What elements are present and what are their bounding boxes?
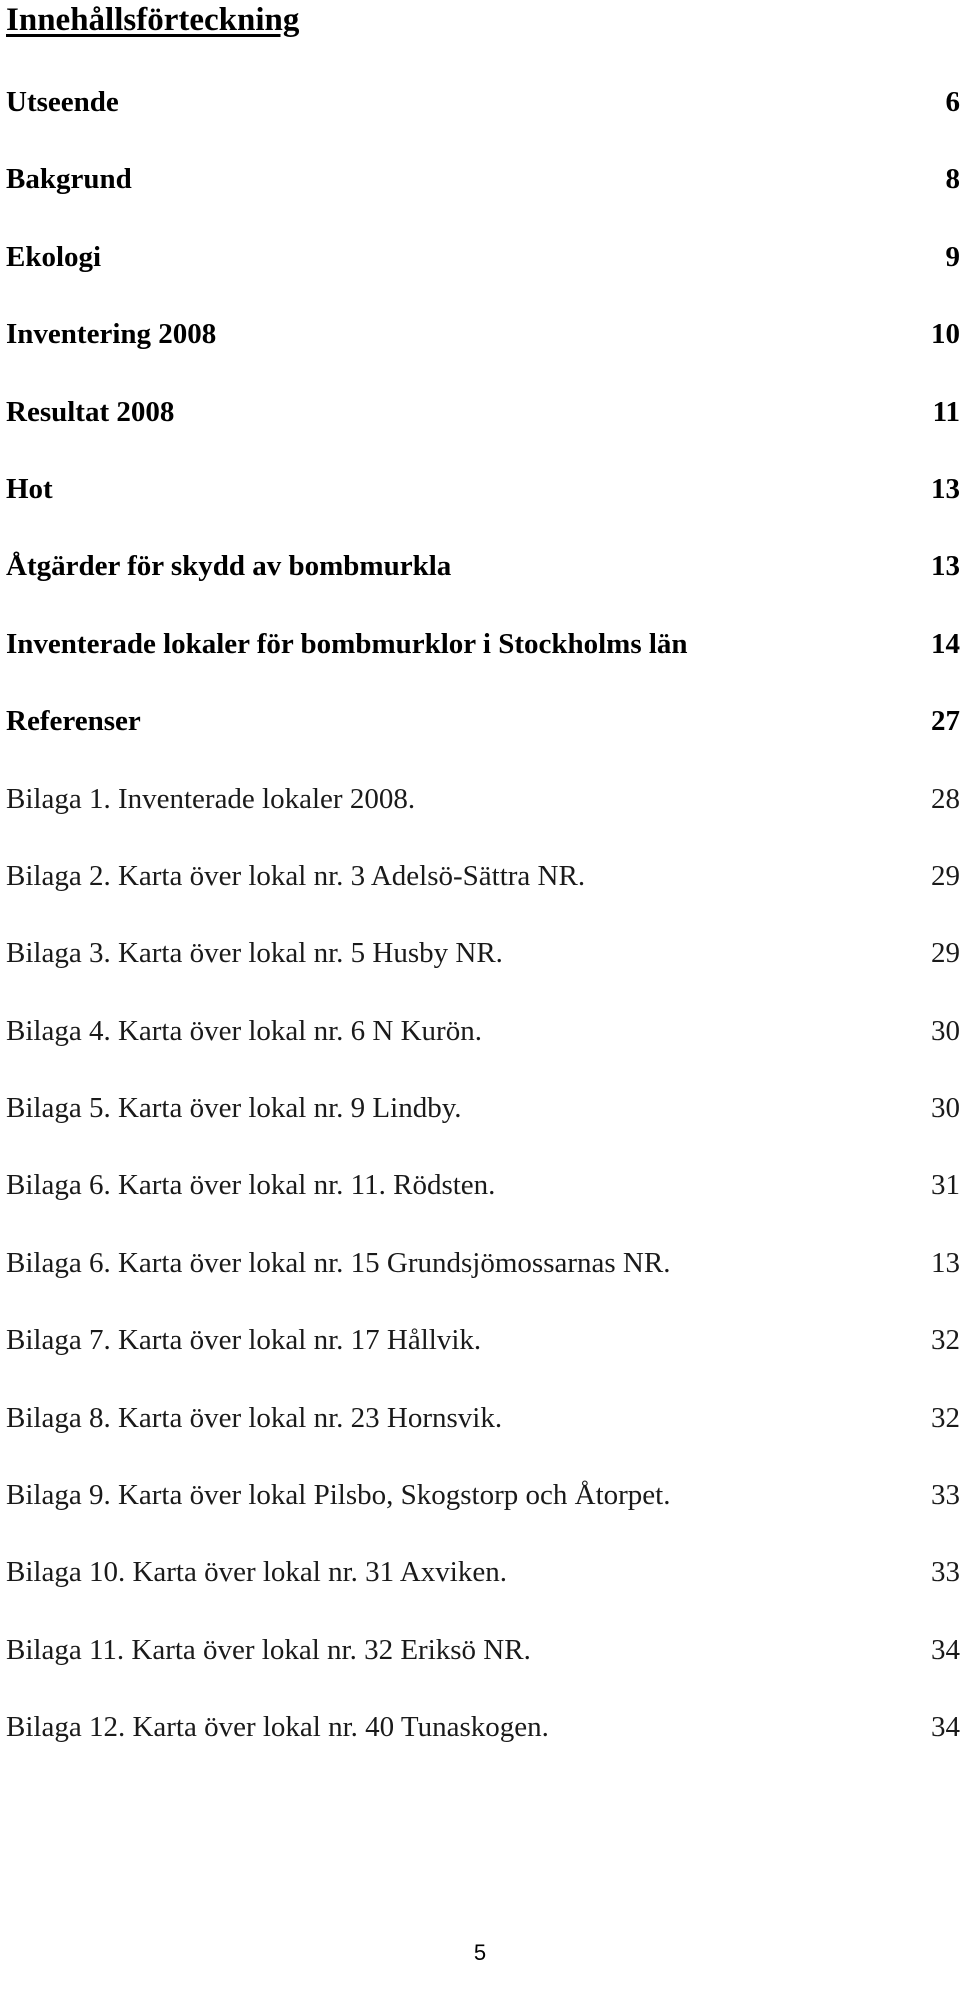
toc-entry-page: 31 [931, 1169, 960, 1202]
toc-entry[interactable] [6, 469, 960, 546]
toc-entry-label: Hot [6, 472, 53, 505]
toc-entry-page: 34 [931, 1633, 960, 1666]
toc-entry[interactable] [6, 1552, 960, 1629]
toc-entry[interactable] [6, 1398, 960, 1475]
toc-entry-page: 33 [931, 1556, 960, 1589]
toc-entry-page: 9 [945, 240, 960, 273]
toc-entry[interactable] [6, 1243, 960, 1320]
toc-entry-page: 27 [931, 705, 960, 738]
toc-entry-page: 32 [931, 1324, 960, 1357]
toc-entry-page: 28 [931, 782, 960, 815]
toc-entry-label: Bilaga 3. Karta över lokal nr. 5 Husby NR. [6, 937, 503, 970]
toc-entry[interactable] [6, 392, 960, 469]
toc-entry-label: Inventering 2008 [6, 318, 217, 351]
toc-entry-label: Bilaga 10. Karta över lokal nr. 31 Axviken. [6, 1556, 507, 1589]
toc-entry[interactable] [6, 1707, 960, 1784]
toc-entry-label: Åtgärder för skydd av bombmurkla [6, 550, 452, 583]
toc-entry-label: Bilaga 8. Karta över lokal nr. 23 Hornsvik. [6, 1401, 503, 1434]
toc-entry-page: 34 [931, 1711, 960, 1744]
toc-entry[interactable] [6, 1088, 960, 1165]
toc-entry[interactable] [6, 1011, 960, 1088]
toc-entry-page: 13 [931, 1246, 960, 1279]
toc-entry-label: Inventerade lokaler för bombmurklor i Stockholms län [6, 627, 688, 660]
toc-entry-label: Resultat 2008 [6, 395, 175, 428]
toc-entry-page: 14 [931, 627, 960, 660]
toc-entry-label: Bilaga 6. Karta över lokal nr. 15 Grundsjömossarnas NR. [6, 1246, 671, 1279]
toc-entry-page: 13 [931, 550, 960, 583]
toc-entry[interactable] [6, 82, 960, 159]
toc-entry[interactable] [6, 701, 960, 778]
toc-entry[interactable] [6, 779, 960, 856]
toc-entry-page: 29 [931, 859, 960, 892]
toc-list [6, 82, 960, 1785]
toc-entry-label: Bilaga 11. Karta över lokal nr. 32 Eriksö NR. [6, 1633, 531, 1666]
toc-entry-label: Bilaga 1. Inventerade lokaler 2008. [6, 782, 416, 815]
toc-entry-label: Bilaga 5. Karta över lokal nr. 9 Lindby. [6, 1092, 462, 1125]
toc-entry-label: Utseende [6, 86, 119, 118]
toc-entry[interactable] [6, 1475, 960, 1552]
toc-entry[interactable] [6, 546, 960, 623]
toc-entry-page: 30 [931, 1014, 960, 1047]
toc-entry-label: Bilaga 12. Karta över lokal nr. 40 Tunaskogen. [6, 1711, 549, 1744]
toc-entry-page: 10 [931, 318, 960, 351]
toc-entry-label: Referenser [6, 705, 141, 738]
toc-entry[interactable] [6, 314, 960, 391]
toc-entry[interactable] [6, 1630, 960, 1707]
toc-title: Innehållsförteckning [6, 2, 300, 38]
toc-entry-page: 32 [931, 1401, 960, 1434]
toc-entry[interactable] [6, 1165, 960, 1242]
toc-entry-page: 11 [932, 395, 960, 428]
toc-entry[interactable] [6, 624, 960, 701]
toc-entry-label: Bakgrund [6, 163, 132, 196]
toc-entry-label: Bilaga 7. Karta över lokal nr. 17 Hållvik. [6, 1324, 482, 1357]
toc-entry[interactable] [6, 933, 960, 1010]
toc-entry-page: 30 [931, 1092, 960, 1125]
toc-entry[interactable] [6, 159, 960, 236]
toc-entry-page: 13 [931, 472, 960, 505]
toc-entry-label: Bilaga 2. Karta över lokal nr. 3 Adelsö-Sättra NR. [6, 859, 586, 892]
toc-entry-label: Bilaga 4. Karta över lokal nr. 6 N Kurön. [6, 1014, 482, 1047]
toc-entry[interactable] [6, 237, 960, 314]
toc-entry[interactable] [6, 856, 960, 933]
toc-entry-label: Ekologi [6, 240, 102, 273]
toc-entry-page: 8 [945, 163, 960, 196]
toc-entry-page: 6 [945, 86, 960, 118]
toc-entry-label: Bilaga 6. Karta över lokal nr. 11. Rödsten. [6, 1169, 496, 1202]
toc-entry-page: 33 [931, 1479, 960, 1512]
toc-entry[interactable] [6, 1320, 960, 1397]
toc-entry-label: Bilaga 9. Karta över lokal Pilsbo, Skogstorp och Åtorpet. [6, 1479, 671, 1512]
toc-entry-page: 29 [931, 937, 960, 970]
page-number: 5 [473, 1940, 487, 1965]
